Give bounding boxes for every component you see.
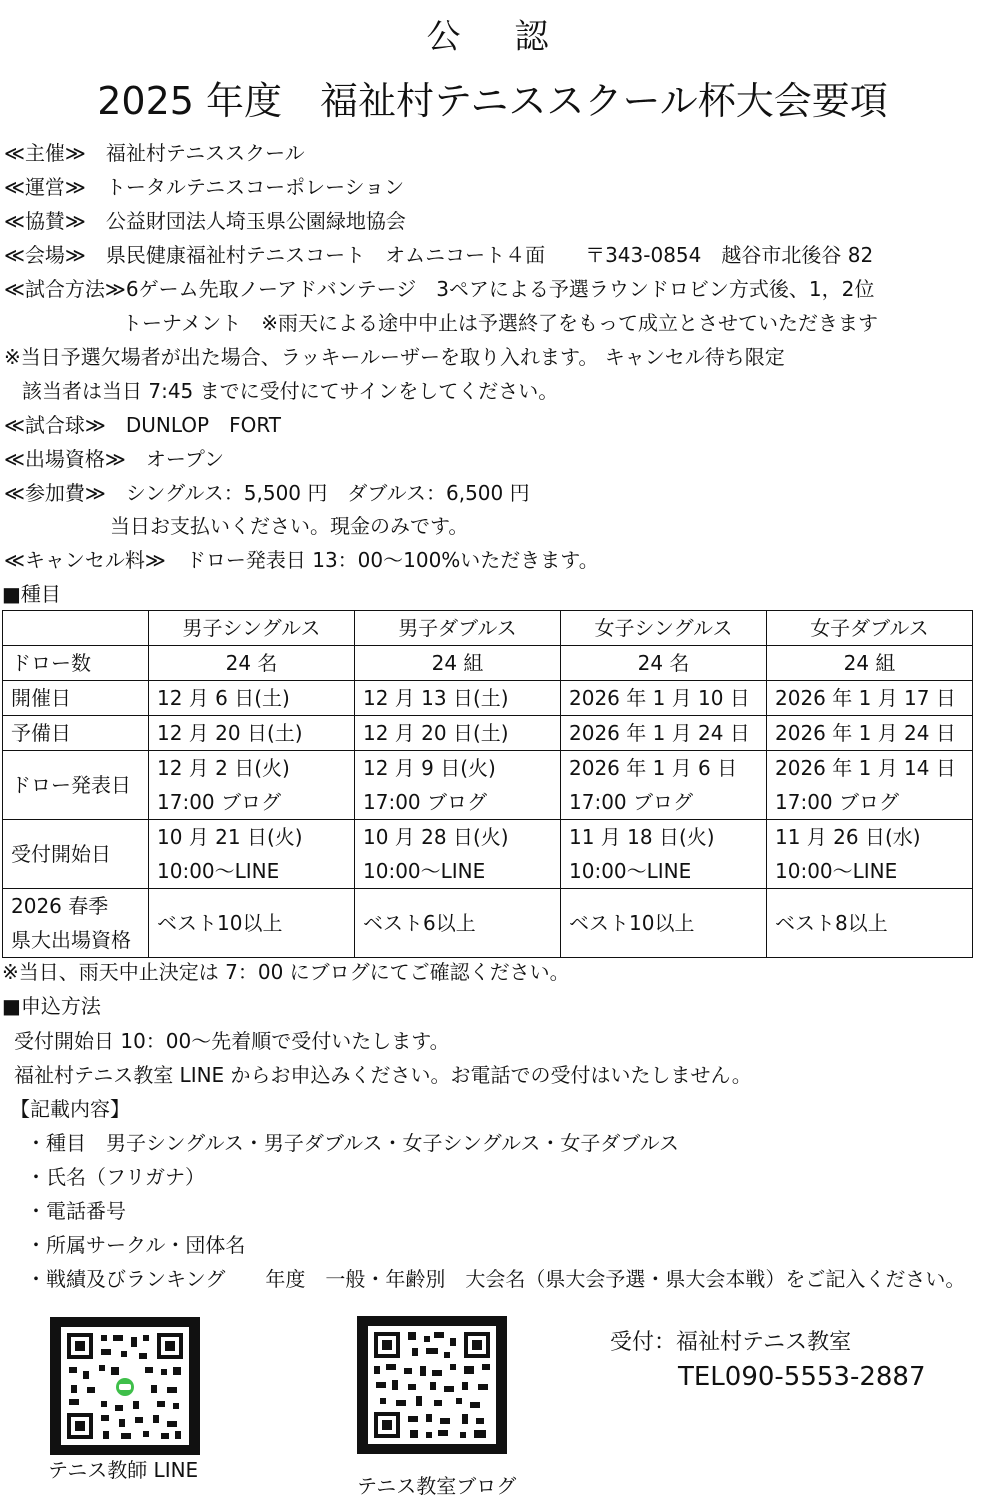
table-header-row bbox=[3, 611, 973, 646]
fee-line-2: 当日お支払いください。現金のみです。 bbox=[110, 514, 469, 538]
header-womens-singles: 女子シングルス bbox=[561, 611, 767, 646]
apply-line-1: 受付開始日 10：00～先着順で受付いたします。 bbox=[14, 1029, 450, 1053]
table-row bbox=[3, 751, 973, 820]
line-qr-caption: テニス教師 LINE bbox=[48, 1458, 199, 1482]
details-item: ・氏名（フリガナ） bbox=[26, 1165, 205, 1189]
contact-reception: 受付：福祉村テニス教室 bbox=[610, 1330, 852, 1355]
table-row bbox=[3, 889, 973, 958]
table-row bbox=[3, 820, 973, 889]
cell-line: 17:00 ブログ bbox=[157, 790, 281, 814]
details-item: ・種目 男子シングルス・男子ダブルス・女子シングルス・女子ダブルス bbox=[26, 1131, 679, 1155]
cell-line: 17:00 ブログ bbox=[569, 790, 693, 814]
table-row bbox=[3, 681, 973, 716]
apply-heading: ■申込方法 bbox=[2, 994, 101, 1018]
cell-line: 10:00～LINE bbox=[569, 859, 692, 883]
header-mens-singles: 男子シングルス bbox=[149, 611, 355, 646]
table-cell: 2026 年 1 月 24 日 bbox=[767, 716, 973, 751]
lucky-loser-line-2: 該当者は当日 7:45 までに受付にてサインをしてください。 bbox=[22, 379, 559, 403]
table-cell: 24 組 bbox=[767, 646, 973, 681]
blog-qr-caption: テニス教室ブログ bbox=[357, 1474, 517, 1498]
cell-line: 県大出場資格 bbox=[11, 928, 131, 952]
cell-line: 10:00～LINE bbox=[363, 859, 486, 883]
venue-line: ≪会場≫ 県民健康福祉村テニスコート オムニコート４面 〒343-0854 越谷市北後谷 82 bbox=[4, 243, 874, 267]
lucky-loser-line: ※当日予選欠場者が出た場合、ラッキールーザーを取り入れます。 キャンセル待ち限定 bbox=[4, 345, 785, 369]
table-cell: ベスト10以上 bbox=[561, 889, 767, 958]
table-cell: 24 名 bbox=[561, 646, 767, 681]
operator-line: ≪運営≫ トータルテニスコーポレーション bbox=[4, 175, 405, 199]
cell-line: 17:00 ブログ bbox=[775, 790, 899, 814]
table-cell: 2026 年 1 月 17 日 bbox=[767, 681, 973, 716]
qr-code-icon bbox=[61, 1327, 189, 1445]
cell-line: 12 月 2 日(火) bbox=[157, 756, 290, 780]
cell-line: 2026 春季 bbox=[11, 894, 109, 918]
row-label: 予備日 bbox=[3, 716, 149, 751]
cell-line: 17:00 ブログ bbox=[363, 790, 487, 814]
table-cell bbox=[355, 820, 561, 889]
match-format-line-2: トーナメント ※雨天による途中中止は予選終了をもって成立とさせていただきます bbox=[122, 311, 878, 335]
table-cell: 12 月 6 日(土) bbox=[149, 681, 355, 716]
cell-line: 11 月 18 日(火) bbox=[569, 825, 715, 849]
table-row bbox=[3, 716, 973, 751]
table-cell bbox=[767, 751, 973, 820]
table-cell: 2026 年 1 月 24 日 bbox=[561, 716, 767, 751]
cell-line: 10:00～LINE bbox=[157, 859, 280, 883]
cell-line: 2026 年 1 月 6 日 bbox=[569, 756, 738, 780]
row-label: 開催日 bbox=[3, 681, 149, 716]
table-cell bbox=[561, 751, 767, 820]
table-cell: 24 名 bbox=[149, 646, 355, 681]
table-cell bbox=[767, 820, 973, 889]
details-item: ・電話番号 bbox=[26, 1199, 126, 1223]
table-row bbox=[3, 646, 973, 681]
row-label: 受付開始日 bbox=[3, 820, 149, 889]
line-qr-code[interactable] bbox=[50, 1317, 200, 1455]
row-label: ドロー発表日 bbox=[3, 751, 149, 820]
cell-line: 11 月 26 日(水) bbox=[775, 825, 921, 849]
header-mens-doubles: 男子ダブルス bbox=[355, 611, 561, 646]
table-cell bbox=[149, 820, 355, 889]
contact-tel[interactable]: TEL090-5553-2887 bbox=[678, 1362, 926, 1392]
sponsor-line: ≪協賛≫ 公益財団法人埼玉県公園緑地協会 bbox=[4, 209, 406, 233]
cell-line: 12 月 9 日(火) bbox=[363, 756, 496, 780]
qr-code-icon bbox=[368, 1326, 496, 1444]
table-cell bbox=[355, 751, 561, 820]
document-kicker: 公 認 bbox=[426, 17, 559, 57]
cell-line: 10 月 28 日(火) bbox=[363, 825, 509, 849]
eligibility-line: ≪出場資格≫ オープン bbox=[4, 447, 225, 471]
fee-line: ≪参加費≫ シングルス：5,500 円 ダブルス：6,500 円 bbox=[4, 481, 530, 505]
header-womens-doubles: 女子ダブルス bbox=[767, 611, 973, 646]
table-cell: ベスト6以上 bbox=[355, 889, 561, 958]
cell-line: 10 月 21 日(火) bbox=[157, 825, 303, 849]
header-blank bbox=[3, 611, 149, 646]
events-table bbox=[2, 610, 973, 958]
cell-line: 2026 年 1 月 14 日 bbox=[775, 756, 956, 780]
cancel-line: ≪キャンセル料≫ ドロー発表日 13：00～100%いただきます。 bbox=[4, 548, 599, 572]
table-cell bbox=[561, 820, 767, 889]
table-cell: ベスト8以上 bbox=[767, 889, 973, 958]
table-cell: 12 月 20 日(土) bbox=[355, 716, 561, 751]
row-label bbox=[3, 889, 149, 958]
table-cell: 12 月 20 日(土) bbox=[149, 716, 355, 751]
events-heading: ■種目 bbox=[2, 582, 61, 606]
details-heading: 【記載内容】 bbox=[10, 1097, 130, 1121]
table-cell: 12 月 13 日(土) bbox=[355, 681, 561, 716]
table-cell: 2026 年 1 月 10 日 bbox=[561, 681, 767, 716]
blog-qr-code[interactable] bbox=[357, 1316, 507, 1454]
ball-line: ≪試合球≫ DUNLOP FORT bbox=[4, 413, 282, 437]
apply-line-2: 福祉村テニス教室 LINE からお申込みください。お電話での受付はいたしません。 bbox=[14, 1063, 752, 1087]
document-title: 2025 年度 福祉村テニススクール杯大会要項 bbox=[97, 79, 888, 123]
table-cell: 24 組 bbox=[355, 646, 561, 681]
details-item: ・戦績及びランキング 年度 一般・年齢別 大会名（県大会予選・県大会本戦）をご記入ください。 bbox=[26, 1267, 966, 1291]
table-cell bbox=[149, 751, 355, 820]
row-label: ドロー数 bbox=[3, 646, 149, 681]
rain-note: ※当日、雨天中止決定は 7：00 にブログにてご確認ください。 bbox=[2, 960, 570, 984]
organizer-line: ≪主催≫ 福祉村テニススクール bbox=[4, 141, 305, 165]
match-format-line: ≪試合方法≫6ゲーム先取ノーアドバンテージ 3ペアによる予選ラウンドロビン方式後、1，2位 bbox=[4, 277, 875, 301]
cell-line: 10:00～LINE bbox=[775, 859, 898, 883]
details-item: ・所属サークル・団体名 bbox=[26, 1233, 246, 1257]
table-cell: ベスト10以上 bbox=[149, 889, 355, 958]
